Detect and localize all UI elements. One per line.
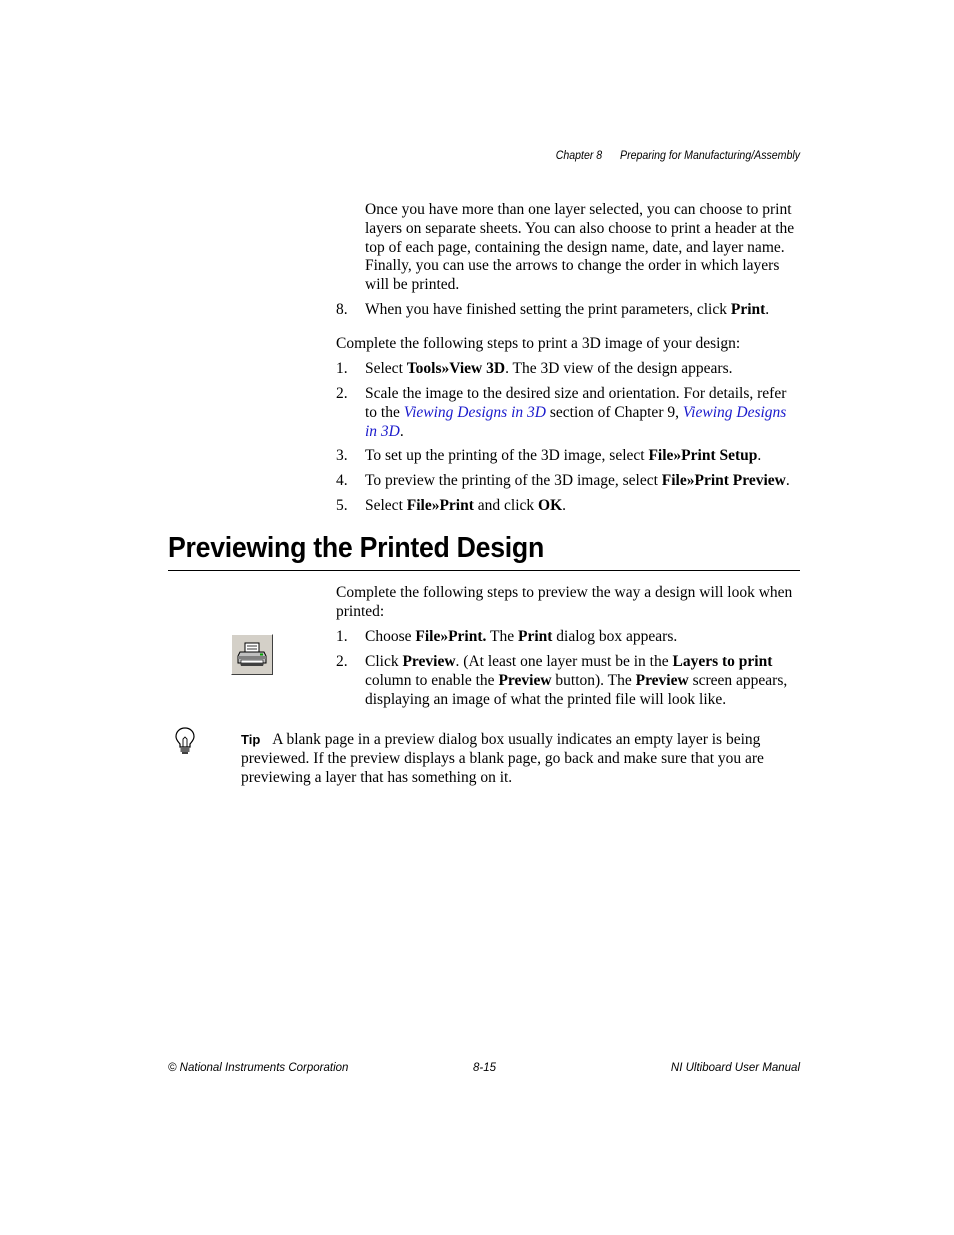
header-chapter: Chapter 8 (555, 150, 603, 162)
list-number: 1. (336, 628, 348, 645)
tip-label: Tip (241, 732, 261, 747)
print-icon (232, 635, 272, 674)
list-number: 8. (336, 301, 348, 318)
tip-note (241, 731, 801, 787)
print-button[interactable] (231, 634, 273, 675)
ui-term: Print (730, 301, 766, 318)
ui-term: Preview (402, 653, 456, 670)
footer-manual-title: NI Ultiboard User Manual (670, 1062, 800, 1074)
steps-3d-intro: Complete the following steps to print a 3D image of your design: (336, 335, 741, 352)
footer-page-number: 8-15 (473, 1062, 497, 1074)
ui-term: File»Print Setup (648, 447, 758, 464)
list-number: 4. (336, 472, 348, 489)
list-text: To preview the printing of the 3D image, select File»Print Preview. (365, 472, 790, 489)
list-number: 2. (336, 653, 348, 670)
list-text: Click Preview. (At least one layer must be in the Layers to print column to enable the Preview button). The Preview screen appears, displaying an image of what the printed file will look like. (365, 653, 788, 708)
list-text: Choose File»Print. The Print dialog box appears. (365, 628, 678, 645)
ui-term: File»Print Preview (661, 472, 786, 489)
list-text: Select File»Print and click OK. (365, 497, 567, 514)
list-text: Select Tools»View 3D. The 3D view of the design appears. (365, 360, 733, 377)
section-heading: Previewing the Printed Design (168, 532, 544, 564)
footer-copyright: © National Instruments Corporation (168, 1062, 349, 1074)
list-number: 1. (336, 360, 348, 377)
list-text: When you have finished setting the print parameters, click Print. (365, 301, 770, 318)
ui-term: Tools»View 3D (406, 360, 506, 377)
tip-text: A blank page in a preview dialog box usually indicates an empty layer is being previewed. If the preview displays a blank page, go back and make sure that you are previewing a layer that has something on it. (241, 731, 764, 786)
chapter-link[interactable]: Viewing Designs in 3D (365, 403, 787, 440)
list-number: 3. (336, 447, 348, 464)
ui-term: Print (517, 628, 553, 645)
list-number: 5. (336, 497, 348, 514)
ui-term: Preview (635, 671, 689, 689)
list-text: To set up the printing of the 3D image, select File»Print Setup. (365, 447, 762, 464)
intro-paragraph: Once you have more than one layer selected, you can choose to print layers on separate sheets. You can also choose to print a header at the top of each page, containing the design name, date, and layer name. Finally, you can use the arrows to change the order in which layers will be printed. (365, 201, 795, 294)
ui-term: OK (538, 497, 563, 514)
lightbulb-icon (174, 727, 196, 755)
ui-term: File»Print. (415, 628, 487, 645)
cross-reference-link[interactable]: Viewing Designs in 3D (403, 403, 546, 421)
ui-term: File»Print (406, 497, 474, 514)
preview-intro: Complete the following steps to preview the way a design will look when printed: (336, 584, 793, 620)
ui-term: Layers to print (672, 653, 773, 670)
list-number: 2. (336, 385, 348, 402)
ui-term: Preview (498, 671, 552, 689)
header-section: Preparing for Manufacturing/Assembly (620, 150, 800, 162)
list-text: Scale the image to the desired size and orientation. For details, refer to the Viewing Designs in 3D section of Chapter 9, Viewing Designs in 3D. (365, 385, 787, 440)
heading-rule (168, 570, 800, 571)
